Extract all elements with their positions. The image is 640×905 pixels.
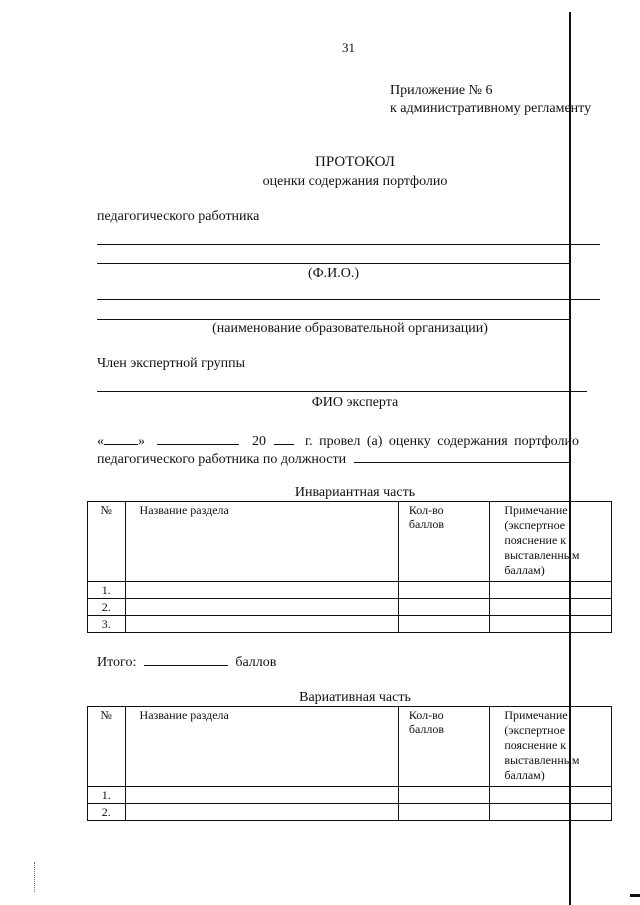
open-quote: « [97, 434, 104, 449]
section-name-cell [125, 616, 398, 633]
org-line-2 [97, 319, 570, 320]
year-blank [274, 431, 294, 445]
expert-fio-caption: ФИО эксперта [311, 395, 399, 410]
close-quote: » [138, 434, 145, 449]
table-row [88, 582, 612, 599]
points-header-line-2: баллов [408, 722, 445, 736]
year-prefix: 20 [252, 434, 266, 449]
scan-margin-mark [34, 862, 35, 892]
org-line-1 [97, 299, 600, 300]
points-cell [398, 616, 489, 633]
note-header-line-1: Примечание [504, 503, 568, 517]
note-header-line-2: (экспертное [504, 723, 566, 737]
row-number: 3. [88, 616, 126, 633]
points-header-line-1: Кол-во [408, 503, 444, 517]
position-label: педагогического работника по должности [97, 452, 347, 467]
row-number: 2. [88, 599, 126, 616]
teacher-line-2 [97, 263, 570, 264]
note-header-line-2: (экспертное [504, 518, 566, 532]
table-row [88, 616, 612, 633]
variative-caption: Вариативная часть [299, 690, 411, 705]
teacher-label: педагогического работника [97, 209, 260, 224]
table-row [88, 804, 612, 821]
total-label: Итого: [97, 655, 137, 670]
note-header-line-5: баллам) [504, 768, 545, 782]
appendix-number: Приложение № 6 [390, 83, 493, 98]
section-name-cell [125, 582, 398, 599]
note-header-line-1: Примечание [504, 708, 568, 722]
points-cell [398, 787, 489, 804]
points-header [398, 502, 489, 582]
teacher-line-1 [97, 244, 600, 245]
note-header-line-3: пояснение к [504, 738, 567, 752]
variative-table [87, 706, 612, 821]
invariant-caption: Инвариантная часть [294, 485, 416, 500]
points-header-line-1: Кол-во [408, 708, 444, 722]
appendix-regulation: к административному регламенту [390, 101, 592, 116]
statement-text: г. провел (а) оценку содержания портфолио [305, 434, 579, 449]
day-blank [104, 431, 138, 445]
note-header-line-5: баллам) [504, 563, 545, 577]
total-line [97, 652, 276, 671]
note-header-line-3: пояснение к [504, 533, 567, 547]
section-name-cell [125, 599, 398, 616]
points-cell [398, 599, 489, 616]
expert-line [97, 391, 587, 392]
total-blank [144, 652, 228, 666]
document-title: ПРОТОКОЛ [315, 154, 395, 170]
points-cell [398, 804, 489, 821]
note-cell [490, 804, 612, 821]
row-number: 1. [88, 787, 126, 804]
row-number: 1. [88, 582, 126, 599]
section-name-header: Название раздела [125, 502, 398, 582]
section-name-header: Название раздела [125, 707, 398, 787]
note-cell [490, 599, 612, 616]
org-caption: (наименование образовательной организации) [212, 321, 488, 336]
invariant-table [87, 501, 612, 633]
expert-label: Член экспертной группы [97, 356, 246, 371]
section-name-cell [125, 787, 398, 804]
num-header: № [88, 707, 126, 787]
points-cell [398, 582, 489, 599]
note-header-line-4: выставленным [504, 548, 580, 562]
note-header [490, 502, 612, 582]
document-subtitle: оценки содержания портфолио [262, 174, 448, 189]
scan-corner-mark [630, 894, 640, 897]
note-header-line-4: выставленным [504, 753, 580, 767]
page-number: 31 [342, 40, 355, 55]
section-name-cell [125, 804, 398, 821]
row-number: 2. [88, 804, 126, 821]
statement-line-1 [97, 431, 579, 450]
points-header [398, 707, 489, 787]
statement-line-2 [97, 449, 570, 468]
fio-caption: (Ф.И.О.) [307, 266, 360, 281]
note-cell [490, 787, 612, 804]
note-cell [490, 582, 612, 599]
table-row [88, 787, 612, 804]
total-unit: баллов [235, 655, 277, 670]
note-header [490, 707, 612, 787]
note-cell [490, 616, 612, 633]
points-header-line-2: баллов [408, 517, 445, 531]
table-row [88, 599, 612, 616]
num-header: № [88, 502, 126, 582]
scan-fold-line [569, 12, 571, 905]
month-blank [157, 431, 239, 445]
position-blank [354, 449, 570, 463]
